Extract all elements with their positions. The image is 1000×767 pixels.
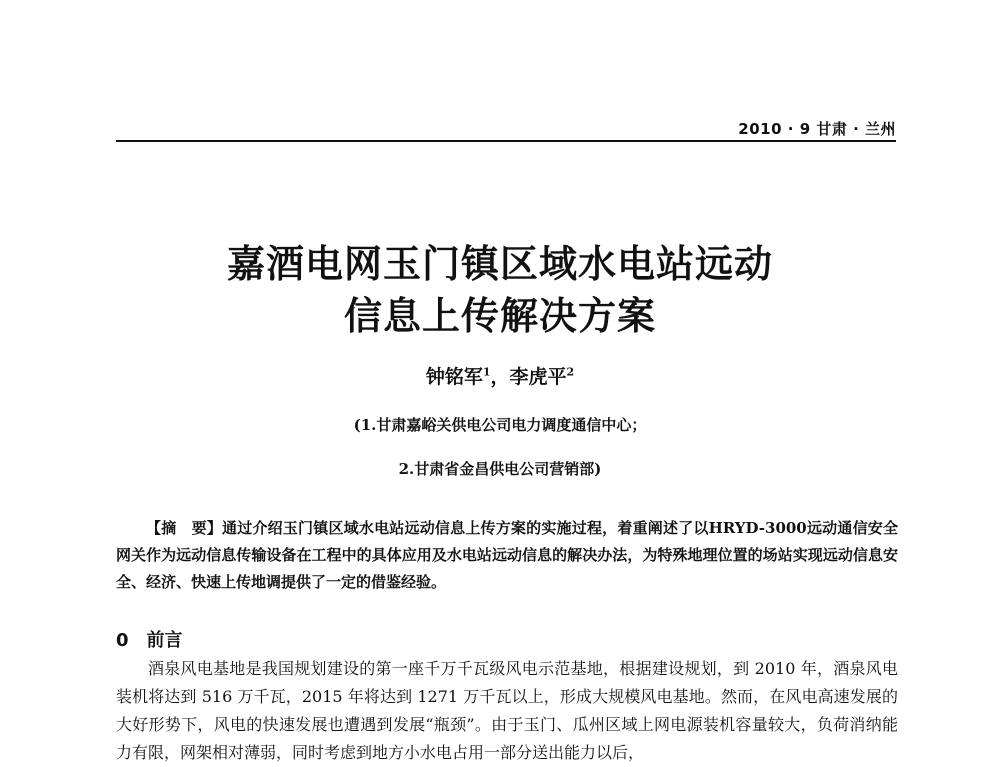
header-rule bbox=[116, 140, 896, 142]
abstract-text: 通过介绍玉门镇区域水电站远动信息上传方案的实施过程，着重阐述了以HRYD-3000远动通信安全网关作为远动信息传输设备在工程中的具体应用及水电站远动信息的解决办法，为特殊地理位置的场站实现远动信息安全、经济、快速上传地调提供了一定的借鉴经验。 bbox=[116, 519, 898, 591]
title-line-1: 嘉酒电网玉门镇区域水电站远动 bbox=[226, 241, 773, 286]
section-title: 前言 bbox=[146, 630, 183, 651]
author-name: 钟铭军 bbox=[425, 366, 483, 388]
journal-issue-meta: 2010 · 9 甘肃 · 兰州 bbox=[738, 120, 896, 138]
section-number: 0 bbox=[116, 630, 129, 651]
affiliation-2: 2.甘肃省金昌供电公司营销部) bbox=[398, 460, 602, 478]
abstract bbox=[116, 515, 898, 596]
paper-title bbox=[0, 238, 1000, 342]
affiliation-mark: 2 bbox=[566, 365, 575, 379]
section-heading bbox=[116, 626, 183, 652]
abstract-label: 【摘 要】 bbox=[146, 519, 223, 537]
affiliation-mark: 1 bbox=[482, 365, 491, 379]
title-line-2: 信息上传解决方案 bbox=[343, 293, 656, 338]
author-separator: ， bbox=[490, 366, 510, 388]
body-paragraph: 酒泉风电基地是我国规划建设的第一座千万千瓦级风电示范基地，根据建设规划，到 2010 年，酒泉风电装机将达到 516 万千瓦，2015 年将达到 1271 万千瓦以上，形成大规模风电基地。然而，在风电高速发展的大好形势下，风电的快速发展也遭遇到发展“瓶颈”。由于玉门、瓜州区域上网电源装机容量较大，负荷消纳能力有限，网架相对薄弱，同时考虑到地方小水电占用一部分送出能力以后， bbox=[116, 659, 898, 762]
affiliation-1: (1.甘肃嘉峪关供电公司电力调度通信中心； bbox=[353, 416, 647, 434]
author-name: 李虎平 bbox=[509, 366, 567, 388]
author-line bbox=[0, 362, 1000, 389]
